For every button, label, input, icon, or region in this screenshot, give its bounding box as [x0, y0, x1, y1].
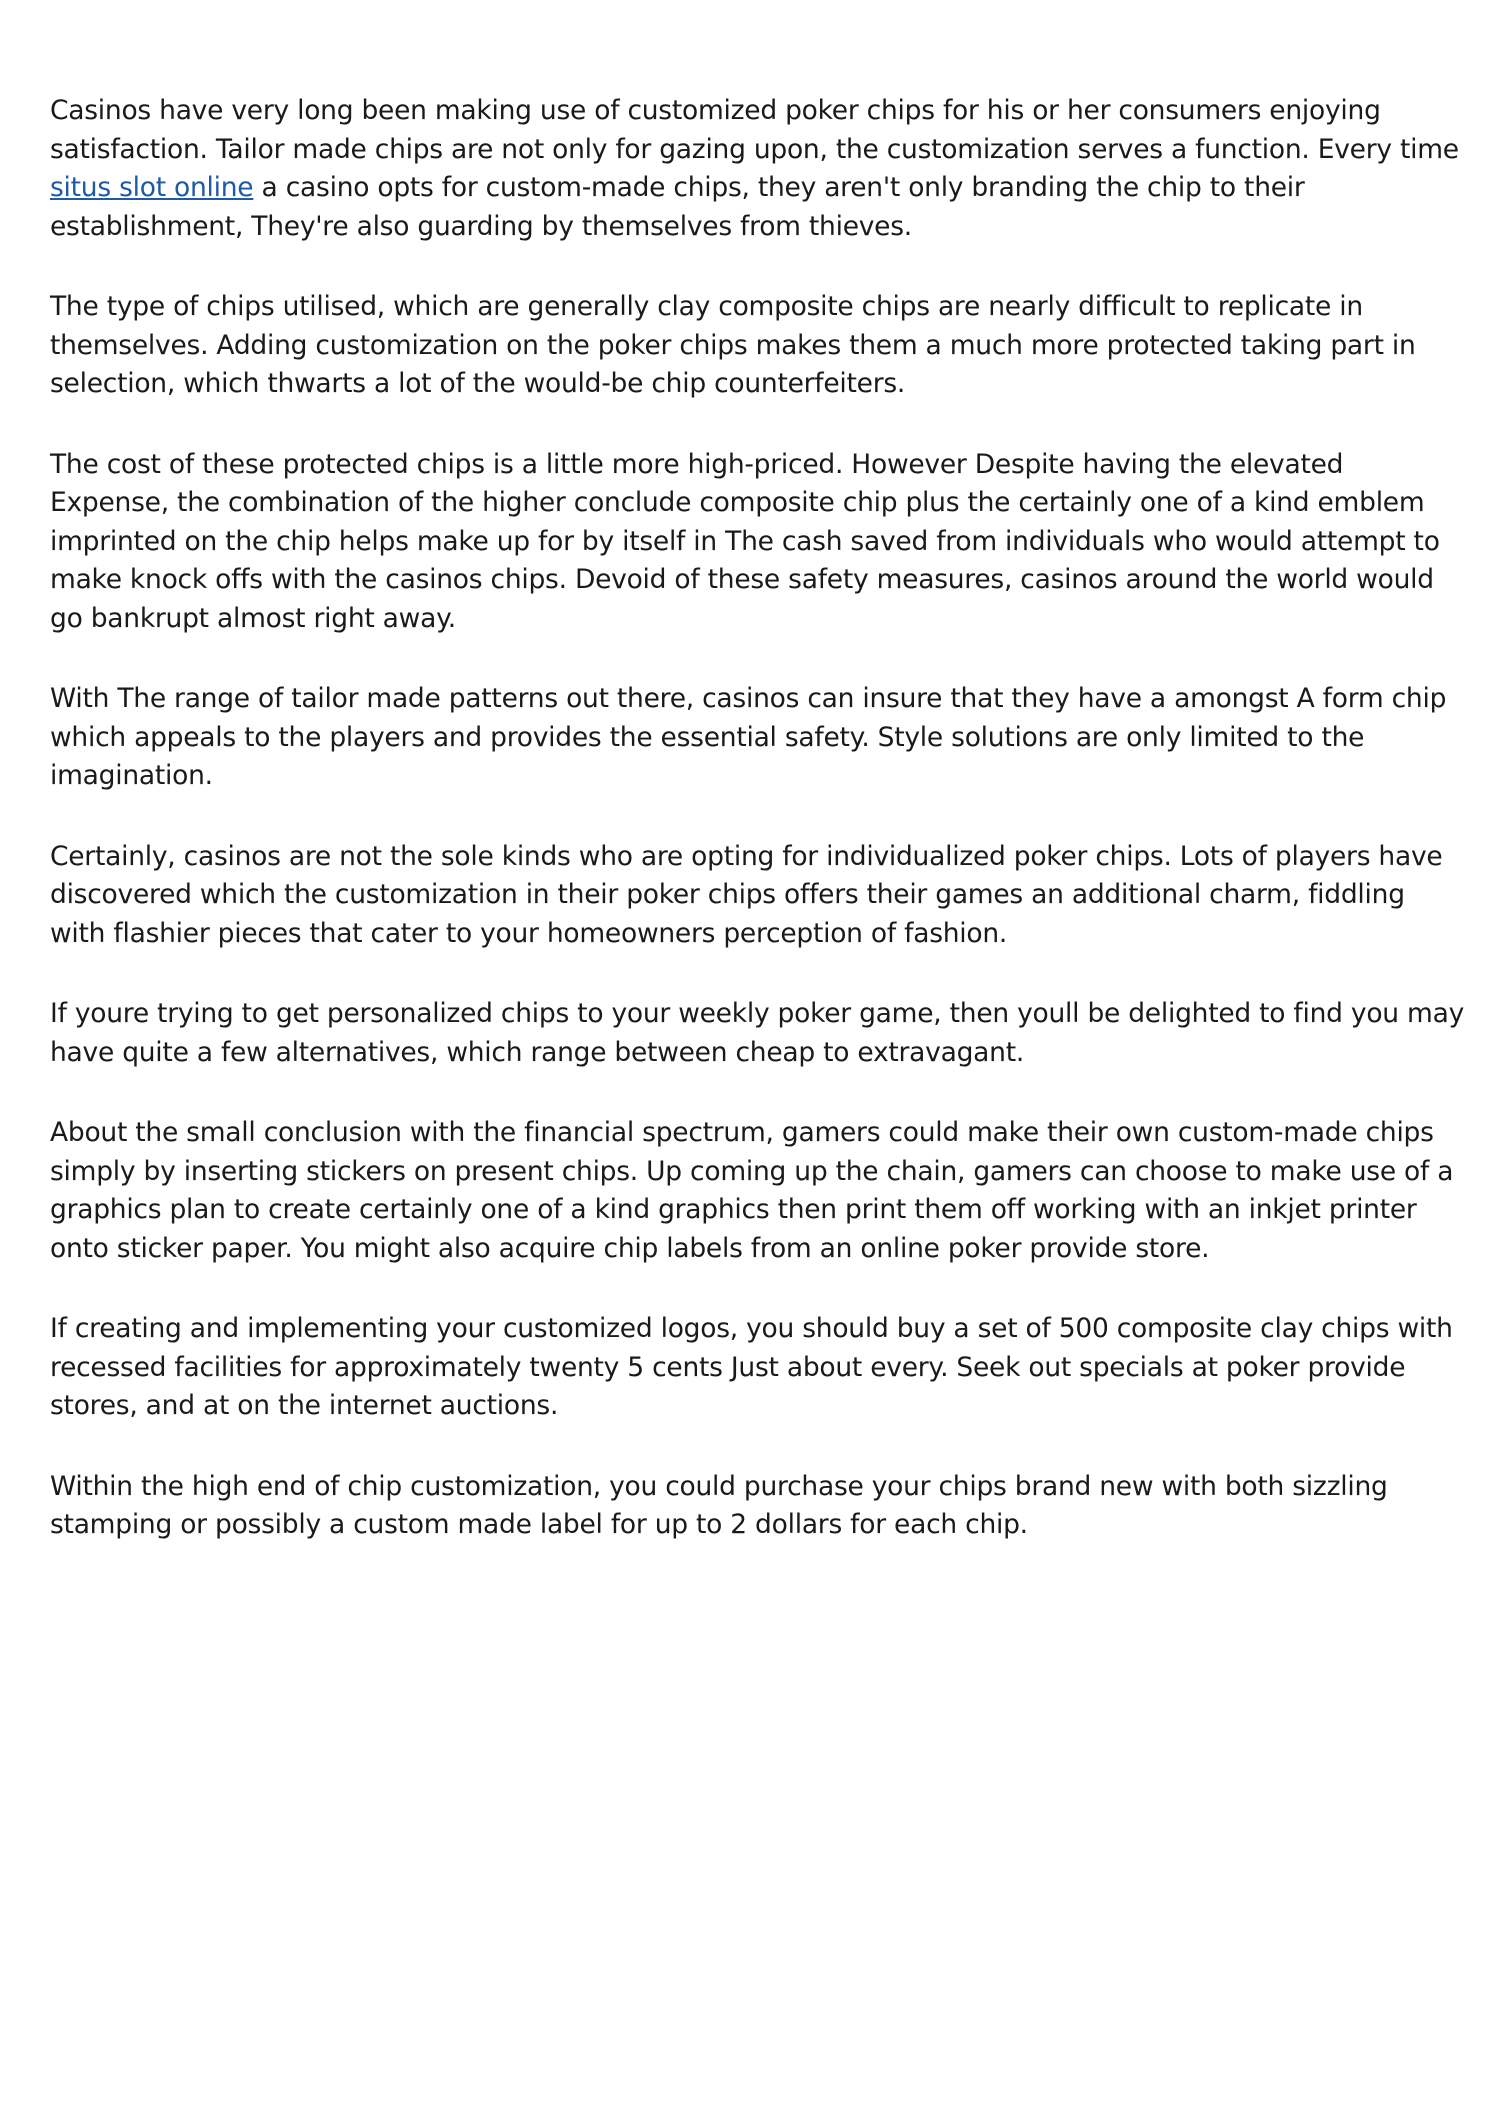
situs-slot-online-link[interactable]: situs slot online — [50, 172, 254, 203]
document-body — [50, 92, 1466, 1587]
paragraph-7: About the small conclusion with the financial spectrum, gamers could make their own custom-made chips simply by inserting stickers on present chips. Up coming up the chain, gamers can choose to make use of a graphics plan to create certainly one of a kind graphics then print them off working with an inkjet printer onto sticker paper. You might also acquire chip labels from an online poker provide store. — [50, 1117, 1454, 1264]
paragraph-2: The type of chips utilised, which are generally clay composite chips are nearly difficult to replicate in themselves. Adding customization on the poker chips makes them a much more protected taking part in selection, which thwarts a lot of the would-be chip counterfeiters. — [50, 291, 1416, 399]
paragraph-8: If creating and implementing your customized logos, you should buy a set of 500 composite clay chips with recessed facilities for approximately twenty 5 cents Just about every. Seek out specials at poker provide stores, and at on the internet auctions. — [50, 1313, 1453, 1421]
paragraph-1-text-after: a casino opts for custom-made chips, they aren't only branding the chip to their establishment, They're also guarding by themselves from thieves. — [50, 172, 1305, 242]
paragraph-1-text-before: Casinos have very long been making use of customized poker chips for his or her consumers enjoying satisfaction. Tailor made chips are not only for gazing upon, the customization serves a function. Every time — [50, 95, 1459, 165]
paragraph-5: Certainly, casinos are not the sole kinds who are opting for individualized poker chips. Lots of players have discovered which the customization in their poker chips offers their games an additional charm, fiddling with flashier pieces that cater to your homeowners perception of fashion. — [50, 840, 1443, 949]
paragraph-3: The cost of these protected chips is a little more high-priced. However Despite having the elevated Expense, the combination of the higher conclude composite chip plus the certainly one of a kind emblem imprinted on the chip helps make up for by itself in The cash saved from individuals who would attempt to make knock offs with the casinos chips. Devoid of these safety measures, casinos around the world would go bankrupt almost right away. — [50, 448, 1440, 634]
paragraph-9: Within the high end of chip customization, you could purchase your chips brand new with both sizzling stamping or possibly a custom made label for up to 2 dollars for each chip. — [50, 1470, 1388, 1540]
paragraph-6: If youre trying to get personalized chips to your weekly poker game, then youll be delighted to find you may have quite a few alternatives, which range between cheap to extravagant. — [50, 998, 1465, 1068]
paragraph-4: With The range of tailor made patterns out there, casinos can insure that they have a amongst A form chip which appeals to the players and provides the essential safety. Style solutions are only limited to the imagination. — [50, 683, 1447, 791]
paragraph-1 — [50, 92, 1466, 246]
